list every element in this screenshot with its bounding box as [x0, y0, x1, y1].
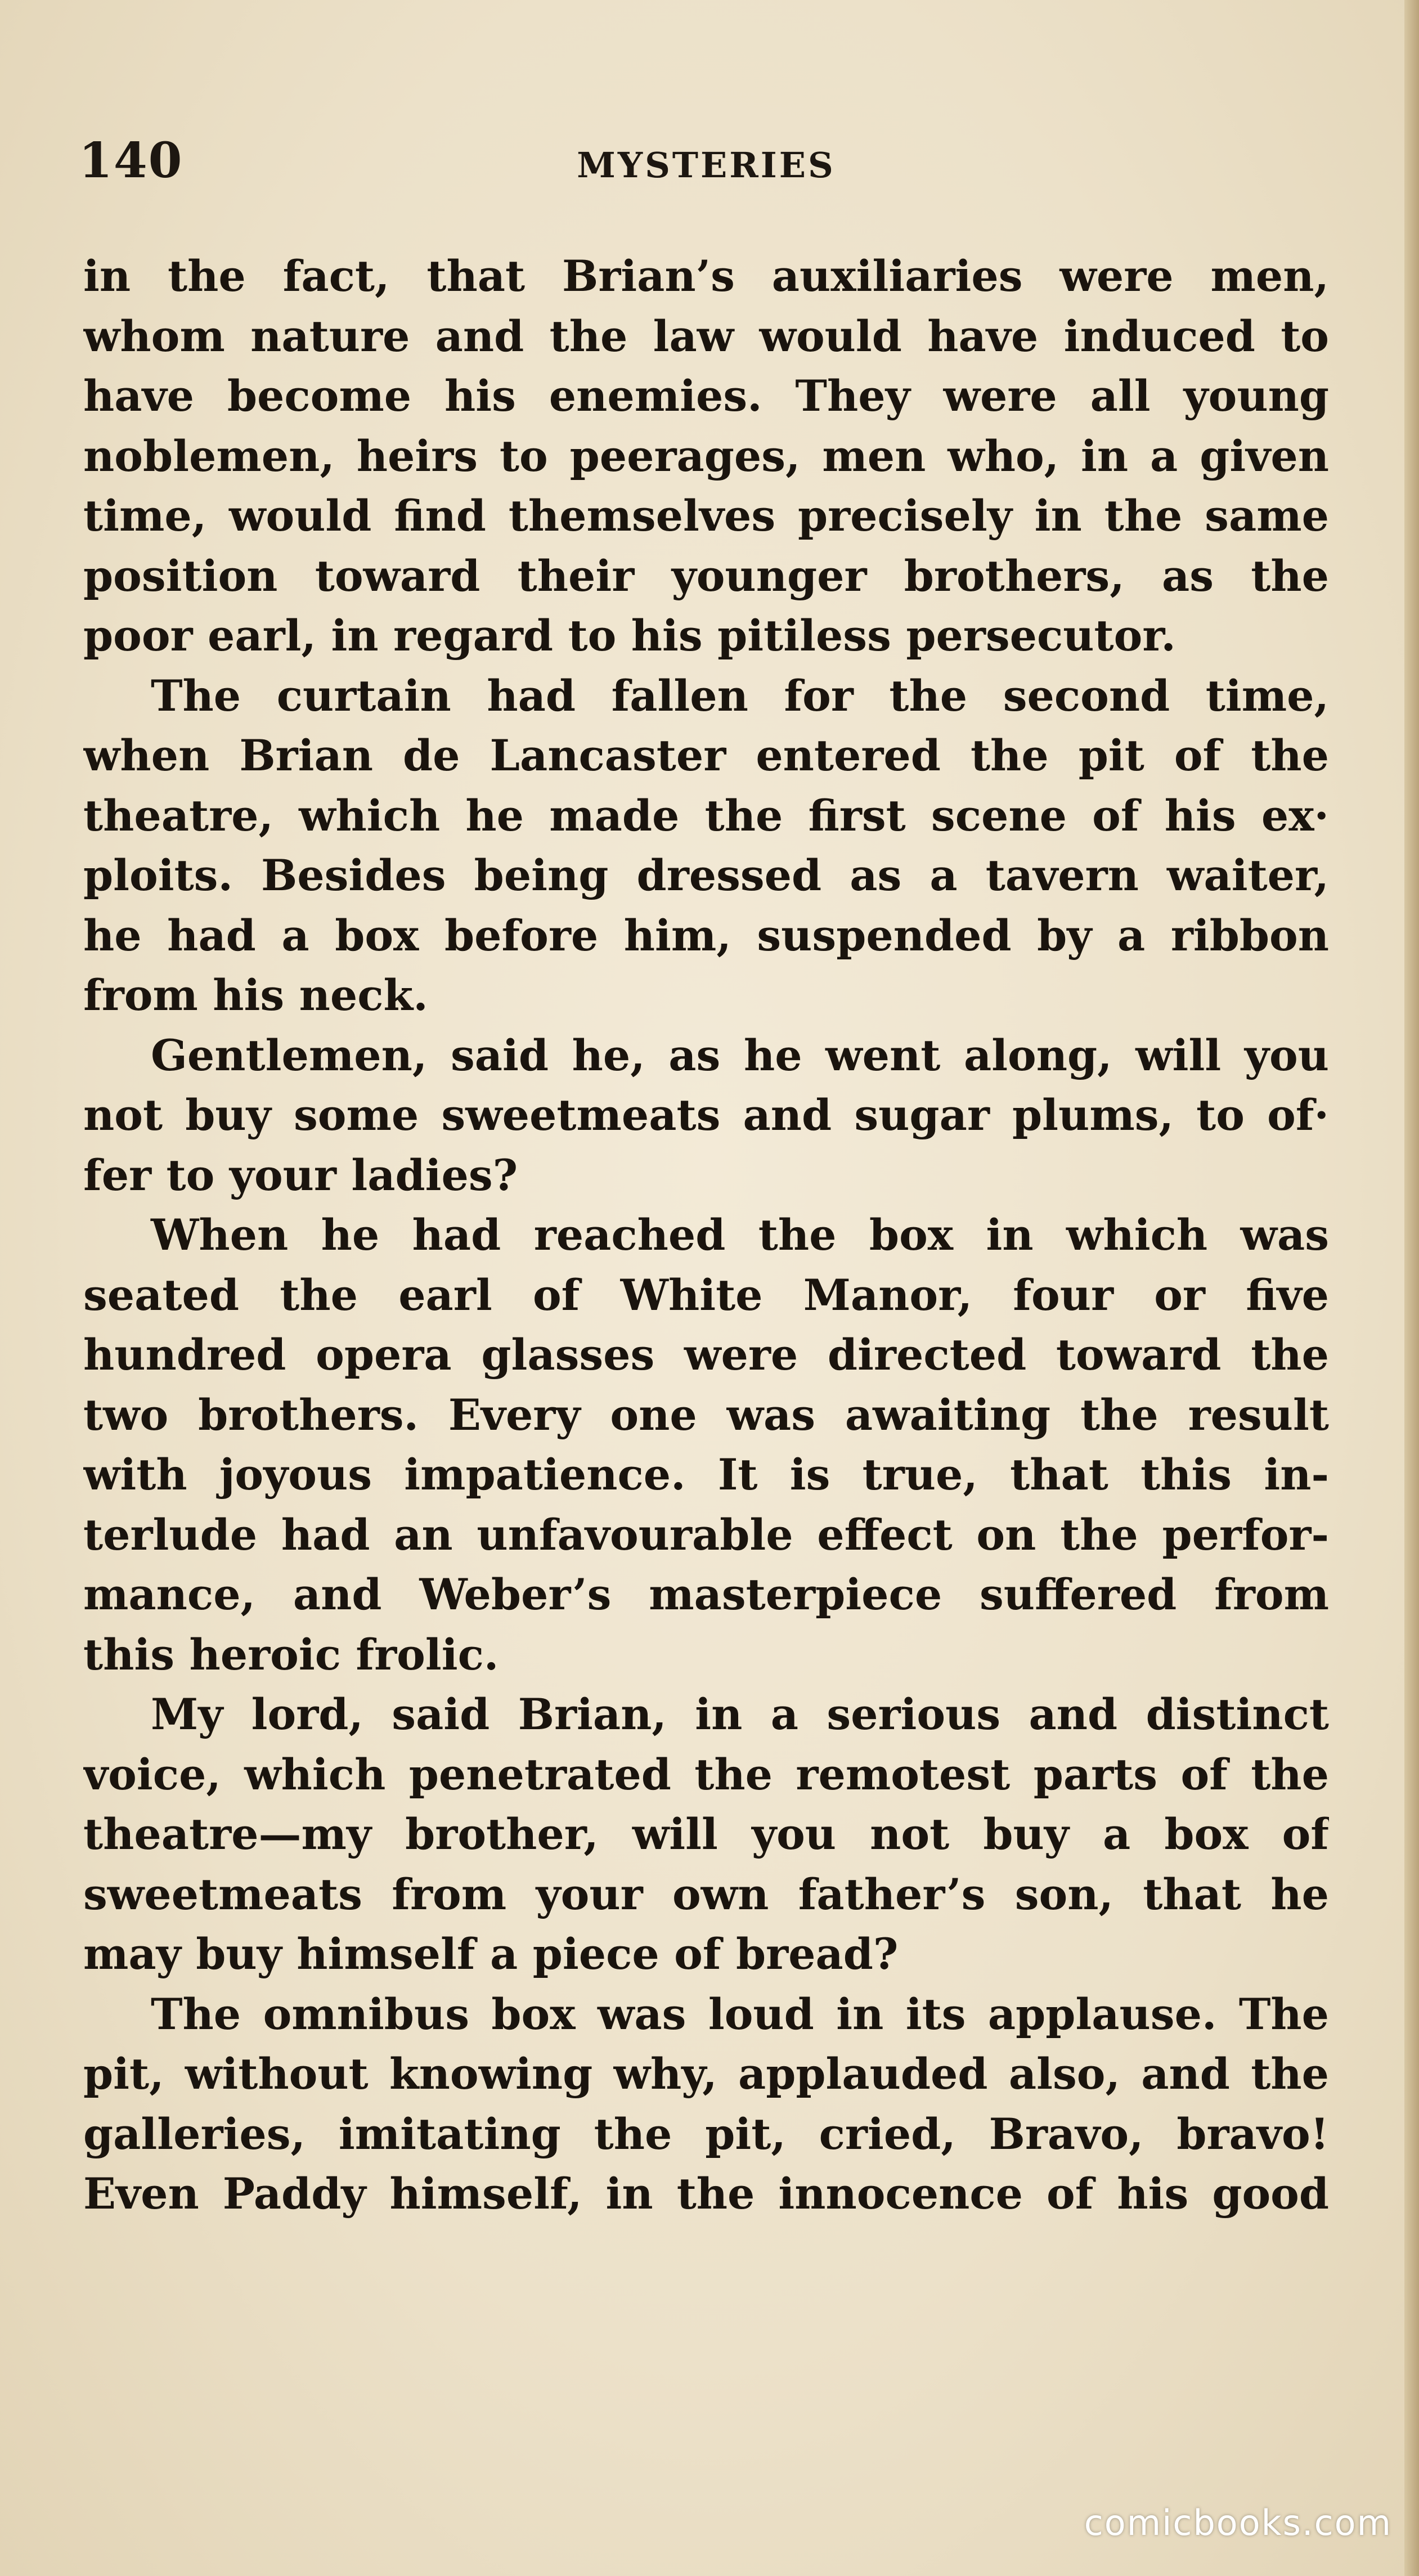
text-line: voice, which penetrated the remotest parts of the: [83, 1749, 1329, 1799]
text-line: whom nature and the law would have induced to: [83, 311, 1329, 361]
text-line: fer to your ladies?: [83, 1150, 518, 1200]
watermark: comicbooks.com: [1084, 2502, 1392, 2543]
text-line: have become his enemies. They were all young: [83, 371, 1329, 421]
text-line: sweetmeats from your own father’s son, that he: [83, 1869, 1329, 1919]
text-line: ploits. Besides being dressed as a tavern waiter,: [83, 850, 1329, 900]
page-edge: [1404, 0, 1419, 2576]
page-number: 140: [79, 132, 183, 189]
text-line: The omnibus box was loud in its applause. The: [151, 1989, 1329, 2039]
text-line: The curtain had fallen for the second time,: [151, 670, 1329, 721]
running-title: MYSTERIES: [577, 145, 836, 186]
text-line: When he had reached the box in which was: [151, 1210, 1329, 1260]
text-line: hundred opera glasses were directed toward the: [83, 1330, 1329, 1380]
text-line: theatre, which he made the first scene of his ex·: [83, 790, 1329, 841]
text-line: not buy some sweetmeats and sugar plums, to of·: [83, 1090, 1329, 1140]
text-line: time, would find themselves precisely in the same: [83, 491, 1329, 541]
text-line: may buy himself a piece of bread?: [83, 1929, 899, 1979]
text-line: he had a box before him, suspended by a ribbon: [83, 910, 1329, 961]
text-line: when Brian de Lancaster entered the pit of the: [83, 730, 1329, 780]
text-line: this heroic frolic.: [83, 1629, 499, 1680]
text-line: My lord, said Brian, in a serious and distinct: [151, 1689, 1329, 1739]
body-text: [83, 246, 1329, 2224]
text-line: position toward their younger brothers, as the: [83, 550, 1329, 601]
text-line: noblemen, heirs to peerages, men who, in a given: [83, 430, 1329, 481]
running-header: [79, 127, 1333, 189]
text-line: in the fact, that Brian’s auxiliaries were men,: [83, 251, 1329, 301]
text-line: from his neck.: [83, 970, 428, 1020]
text-line: seated the earl of White Manor, four or five: [83, 1269, 1329, 1320]
text-line: Even Paddy himself, in the innocence of his good: [83, 2169, 1329, 2219]
text-line: two brothers. Every one was awaiting the result: [83, 1389, 1329, 1440]
text-line: with joyous impatience. It is true, that this in-: [83, 1449, 1329, 1500]
text-line: poor earl, in regard to his pitiless persecutor.: [83, 611, 1176, 661]
text-line: pit, without knowing why, applauded also, and the: [83, 2049, 1329, 2099]
text-line: terlude had an unfavourable effect on the perfor-: [83, 1509, 1329, 1560]
text-line: Gentlemen, said he, as he went along, will you: [151, 1030, 1329, 1080]
text-line: mance, and Weber’s masterpiece suffered from: [83, 1569, 1329, 1619]
text-line: galleries, imitating the pit, cried, Bravo, bravo!: [83, 2108, 1329, 2159]
text-line: theatre—my brother, will you not buy a box of: [83, 1809, 1329, 1859]
